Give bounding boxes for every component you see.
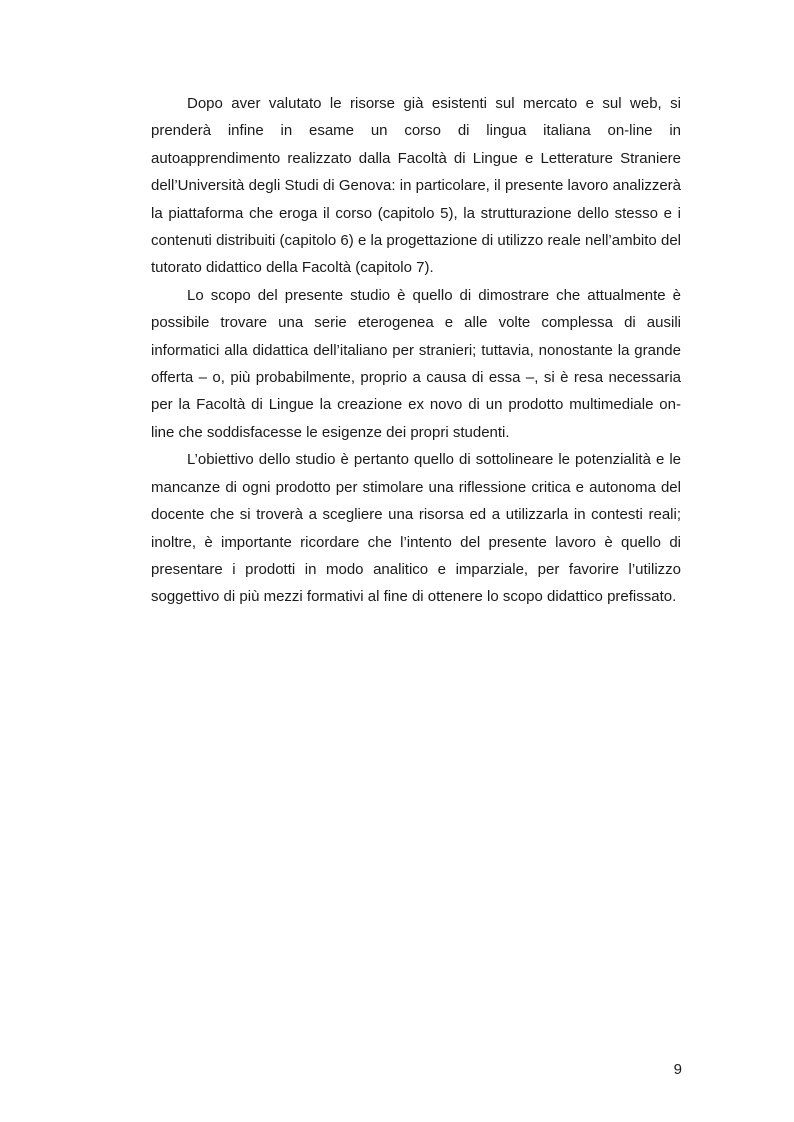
page-body bbox=[151, 90, 681, 611]
paragraph-1: Dopo aver valutato le risorse già esistenti sul mercato e sul web, si prenderà infine in esame un corso di lingua italiana on-line in autoapprendimento realizzato dalla Facoltà di Lingue e Letterature Straniere dell’Università degli Studi di Genova: in particolare, il presente lavoro analizzerà la piattaforma che eroga il corso (capitolo 5), la strutturazione dello stesso e i contenuti distribuiti (capitolo 6) e la progettazione di utilizzo reale nell’ambito del tutorato didattico della Facoltà (capitolo 7). bbox=[151, 95, 681, 277]
paragraph-3: L’obiettivo dello studio è pertanto quello di sottolineare le potenzialità e le mancanze di ogni prodotto per stimolare una riflessione critica e autonoma del docente che si troverà a scegliere una risorsa ed a utilizzarla in contesti reali; inoltre, è importante ricordare che l’intento del presente lavoro è quello di presentare i prodotti in modo analitico e imparziale, per favorire l’utilizzo soggettivo di più mezzi formativi al fine di ottenere lo scopo didattico prefissato. bbox=[151, 451, 681, 606]
paragraph-2: Lo scopo del presente studio è quello di dimostrare che attualmente è possibile trovare una serie eterogenea e alle volte complessa di ausili informatici alla didattica dell’italiano per stranieri; tuttavia, nonostante la grande offerta – o, più probabilmente, proprio a causa di essa –, si è resa necessaria per la Facoltà di Lingue la creazione ex novo di un prodotto multimediale on-line che soddisfacesse le esigenze dei propri studenti. bbox=[151, 286, 681, 441]
page-number: 9 bbox=[673, 1061, 682, 1078]
